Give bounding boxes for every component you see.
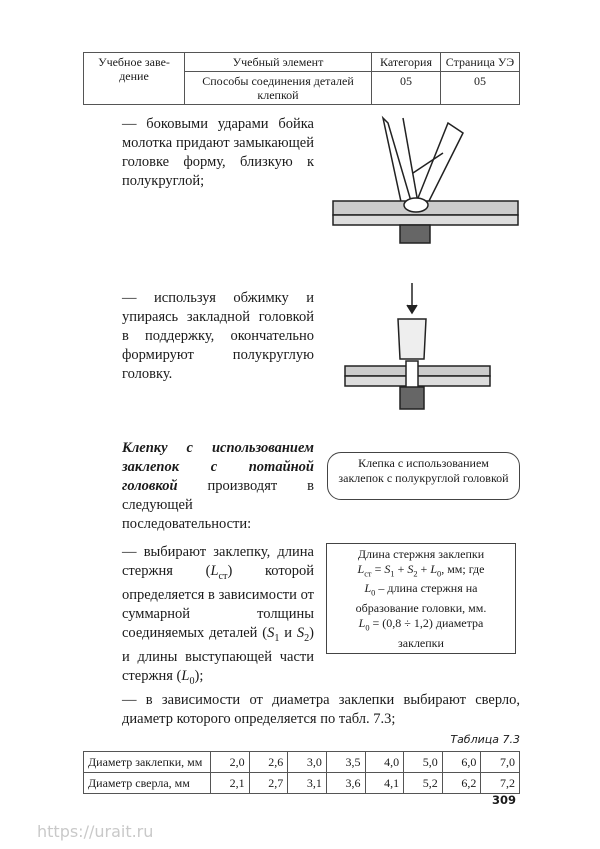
subscript: ст — [218, 570, 228, 582]
section-length — [122, 543, 520, 691]
text-segment: + — [394, 561, 408, 576]
formula-line — [333, 547, 509, 562]
text-segment: + — [417, 561, 431, 576]
riveting-hammer-illustration — [328, 113, 523, 248]
text-segment: — выбирают заклепку, длина стержня ( — [122, 544, 314, 579]
paragraph-4 — [122, 543, 314, 691]
table-cell: 5,2 — [404, 772, 443, 793]
table-row — [84, 751, 520, 772]
text-segment: L — [364, 581, 372, 596]
text-segment: – длина стержня на — [375, 581, 478, 596]
text-segment: S — [296, 624, 305, 641]
subscript: 2 — [304, 632, 310, 644]
header-element-label: Учебный элемент — [185, 53, 372, 72]
text-segment: = (0,8 ÷ 1,2) диаметра — [369, 615, 484, 630]
formula-line — [333, 616, 509, 636]
section-countersunk — [122, 439, 520, 543]
table-cell: 3,1 — [288, 772, 327, 793]
header-institution: Учебное заве-дение — [84, 53, 185, 105]
text-segment: L — [357, 561, 365, 576]
table-cell: 2,0 — [211, 751, 250, 772]
text-segment: S — [267, 624, 275, 641]
table-cell: 2,1 — [211, 772, 250, 793]
text-segment: заклепки — [398, 635, 444, 650]
text-segment: S — [384, 561, 391, 576]
riveting-set-illustration — [340, 281, 495, 411]
row-label: Диаметр сверла, мм — [84, 772, 211, 793]
paragraph-1: — боковыми ударами бойка молотка придают замыкающей головке форму, близкую к полукруглой; — [122, 116, 314, 189]
section-hammer — [122, 113, 520, 281]
header-element-value: Способы соединения деталей клепкой — [185, 72, 372, 105]
table-cell: 4,0 — [365, 751, 404, 772]
text-segment: L — [210, 563, 219, 579]
table-cell: 6,0 — [442, 751, 481, 772]
paragraph-3-emphasis: Клепку с использованием заклепок с потайной головкой — [122, 440, 314, 494]
table-cell: 5,0 — [404, 751, 443, 772]
subscript: 0 — [189, 675, 195, 687]
header-category-label: Категория — [372, 53, 441, 72]
formula-line — [333, 581, 509, 601]
subscript: ст — [364, 568, 372, 578]
rounded-note-box: Клепка с использованием заклепок с полукруглой головкой — [327, 452, 520, 500]
formula-line — [333, 562, 509, 582]
drill-diameter-table — [83, 751, 520, 794]
text-segment: L — [181, 667, 190, 684]
content-flow — [88, 113, 520, 794]
text-segment: = — [371, 561, 385, 576]
subscript: 0 — [365, 623, 370, 633]
formula-line — [333, 636, 509, 651]
page-number: 309 — [491, 793, 516, 807]
text-segment: образование головки, мм. — [355, 601, 487, 616]
table-cell: 2,7 — [249, 772, 288, 793]
subscript: 1 — [390, 568, 395, 578]
table-cell: 3,0 — [288, 751, 327, 772]
text-segment: S — [407, 561, 414, 576]
subscript: 2 — [413, 568, 418, 578]
watermark-link[interactable]: https://urait.ru — [37, 822, 154, 841]
subscript: 1 — [274, 632, 280, 644]
subscript: 0 — [437, 568, 442, 578]
header-table — [83, 52, 520, 105]
formula-box — [326, 543, 516, 654]
paragraph-3-rest: производят в следующей последовательности: — [122, 478, 314, 532]
header-page-value: 05 — [441, 72, 520, 105]
text-segment: L — [358, 615, 366, 630]
text-segment: Длина стержня заклепки — [357, 547, 485, 561]
paragraph-5: — в зависимости от диаметра заклепки выбирают сверло, диаметр которого определяется по табл. 7.3; — [122, 691, 520, 727]
table-cell: 3,6 — [326, 772, 365, 793]
formula-line — [333, 601, 509, 616]
subscript: 0 — [371, 588, 376, 598]
table-row — [84, 772, 520, 793]
header-category-value: 05 — [372, 72, 441, 105]
table-cell: 4,1 — [365, 772, 404, 793]
table-cell: 6,2 — [442, 772, 481, 793]
text-segment: ); — [194, 667, 204, 684]
paragraph-2: — используя обжимку и упираясь закладной головкой в поддержку, окончательно формируют полукруглую головку. — [122, 290, 314, 382]
table-cell: 2,6 — [249, 751, 288, 772]
text-segment: , мм; где — [441, 561, 485, 576]
text-segment: ) которой определяется в зависимости от суммарной толщины соединяемых деталей ( — [122, 563, 314, 641]
text-segment: L — [430, 561, 437, 576]
table-cell: 3,5 — [326, 751, 365, 772]
header-page-label: Страница УЭ — [441, 53, 520, 72]
section-set — [122, 281, 520, 439]
text-segment: и — [279, 624, 297, 641]
text-segment: ) и длины выступающей части стержня ( — [122, 624, 314, 684]
row-label: Диаметр заклепки, мм — [84, 751, 211, 772]
table-cell: 7,0 — [481, 751, 520, 772]
table-cell: 7,2 — [481, 772, 520, 793]
table-caption: Таблица 7.3 — [450, 732, 520, 746]
paragraph-3 — [122, 439, 314, 534]
